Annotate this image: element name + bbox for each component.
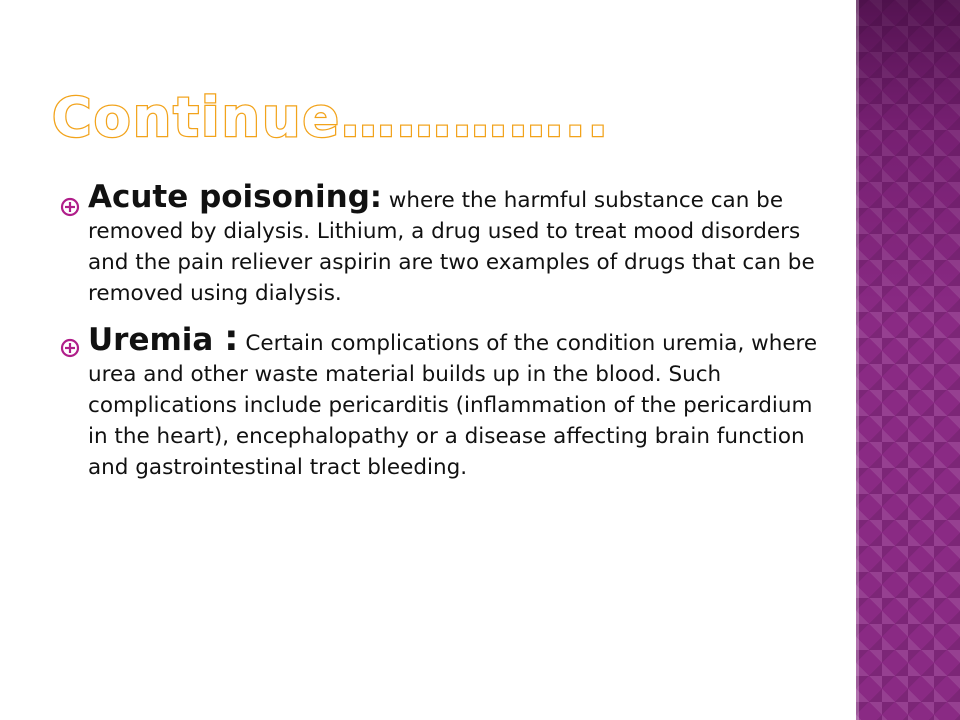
term-separator: :: [224, 318, 239, 359]
bullet-item-acute-poisoning: [58, 179, 818, 309]
decorative-side-band: [856, 0, 960, 720]
bullet-term: Acute poisoning: [88, 179, 370, 215]
circled-plus-icon: [60, 197, 80, 217]
circled-plus-icon: [60, 338, 80, 358]
bullet-list: [58, 179, 818, 497]
bullet-term: Uremia: [88, 322, 225, 358]
slide-title: Continue…………..: [52, 86, 611, 149]
bullet-item-uremia: [58, 318, 818, 483]
bullet-body-text: where the harmful substance can be removed by dialysis. Lithium, a drug used to treat mood disorders and the pain reliever aspirin are two examples of drugs that can be removed using dialysis.: [88, 188, 815, 306]
bullet-paragraph: [88, 318, 818, 483]
bullet-body-text: Certain complications of the condition uremia, where urea and other waste material builds up in the blood. Such complications include pericarditis (inflammation of the pericardium in the heart), encephalopathy or a disease affecting brain function and gastrointestinal tract bleeding.: [88, 331, 818, 480]
term-separator: :: [369, 180, 382, 215]
bullet-paragraph: [88, 179, 818, 309]
